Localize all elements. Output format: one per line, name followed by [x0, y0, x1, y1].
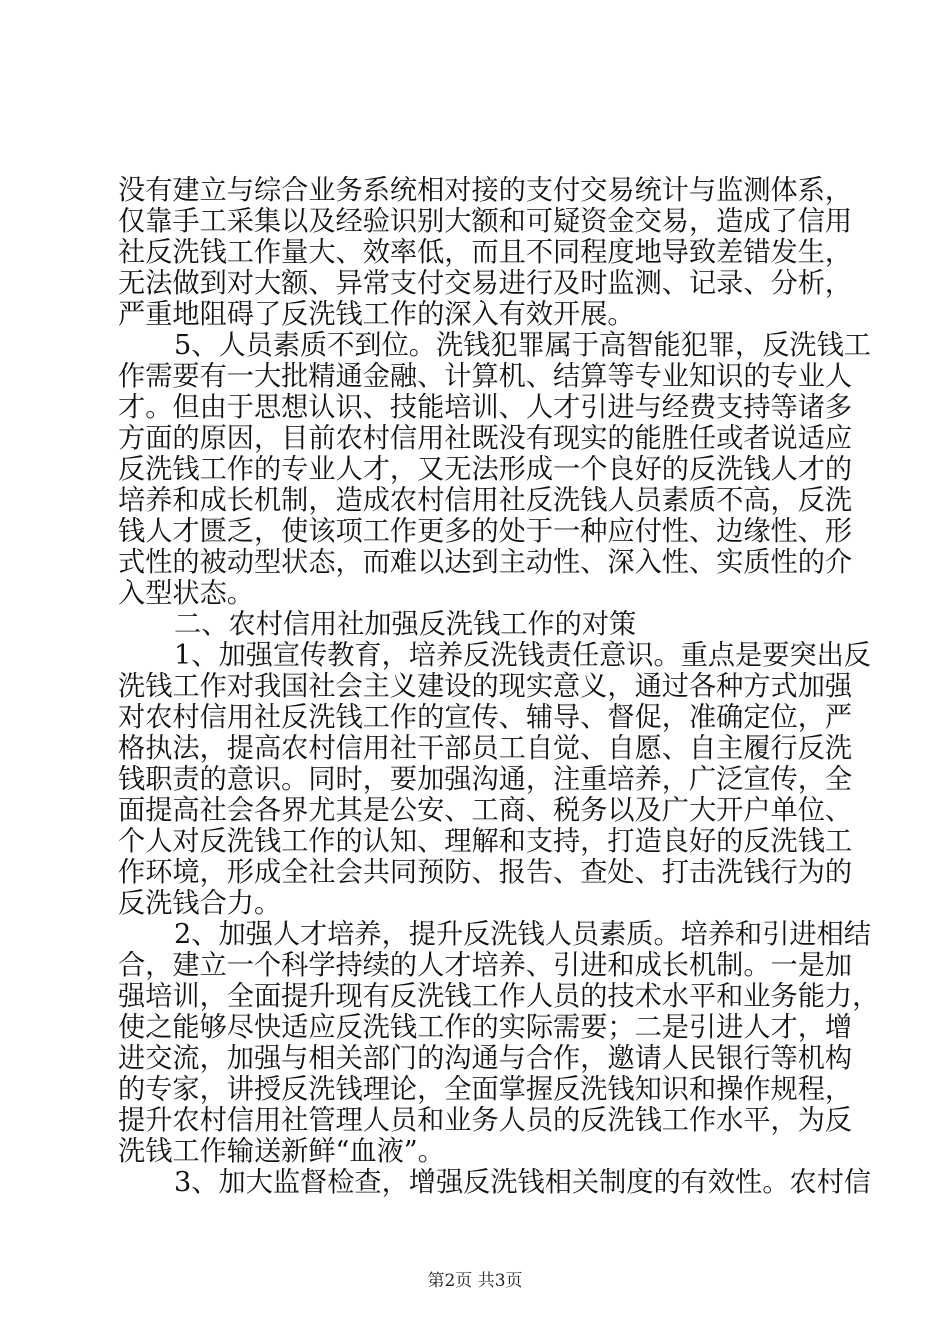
- text-line: 反洗钱合力。: [118, 888, 282, 919]
- text-line: 合，建立一个科学持续的人才培养、引进和成长机制。一是加: [118, 950, 853, 981]
- text-line: 1、加强宣传教育，培养反洗钱责任意识。重点是要突出反: [174, 640, 871, 671]
- text-line: 钱人才匮乏，使该项工作更多的处于一种应付性、边缘性、形: [118, 516, 853, 547]
- text-line: 的专家，讲授反洗钱理论，全面掌握反洗钱知识和操作规程，: [118, 1074, 853, 1105]
- text-line: 5、人员素质不到位。洗钱犯罪属于高智能犯罪，反洗钱工: [174, 330, 871, 361]
- text-line: 钱职责的意识。同时，要加强沟通，注重培养，广泛宣传，全: [118, 764, 853, 795]
- text-line: 二、农村信用社加强反洗钱工作的对策: [174, 609, 637, 640]
- text-line: 严重地阻碍了反洗钱工作的深入有效开展。: [118, 299, 635, 330]
- text-line: 反洗钱工作的专业人才，又无法形成一个良好的反洗钱人才的: [118, 454, 853, 485]
- text-line: 2、加强人才培养，提升反洗钱人员素质。培养和引进相结: [174, 919, 871, 950]
- text-line: 没有建立与综合业务系统相对接的支付交易统计与监测体系，: [118, 175, 853, 206]
- text-line: 洗钱工作对我国社会主义建设的现实意义，通过各种方式加强: [118, 671, 853, 702]
- page-footer: 第2页 共3页: [427, 1271, 523, 1291]
- text-line: 使之能够尽快适应反洗钱工作的实际需要；二是引进人才，增: [118, 1012, 853, 1043]
- text-line: 进交流，加强与相关部门的沟通与合作，邀请人民银行等机构: [118, 1043, 853, 1074]
- text-line: 面提高社会各界尤其是公安、工商、税务以及广大开户单位、: [118, 795, 853, 826]
- text-line: 方面的原因，目前农村信用社既没有现实的能胜任或者说适应: [118, 423, 853, 454]
- document-body: [118, 175, 880, 1198]
- text-line: 才。但由于思想认识、技能培训、人才引进与经费支持等诸多: [118, 392, 853, 423]
- text-line: 无法做到对大额、异常支付交易进行及时监测、记录、分析，: [118, 268, 853, 299]
- text-line: 社反洗钱工作量大、效率低，而且不同程度地导致差错发生，: [118, 237, 853, 268]
- text-line: 格执法，提高农村信用社干部员工自觉、自愿、自主履行反洗: [118, 733, 853, 764]
- text-line: 入型状态。: [118, 578, 254, 609]
- text-line: 作需要有一大批精通金融、计算机、结算等专业知识的专业人: [118, 361, 853, 392]
- text-line: 个人对反洗钱工作的认知、理解和支持，打造良好的反洗钱工: [118, 826, 853, 857]
- text-line: 强培训，全面提升现有反洗钱工作人员的技术水平和业务能力，: [118, 981, 880, 1012]
- text-line: 作环境，形成全社会共同预防、报告、查处、打击洗钱行为的: [118, 857, 853, 888]
- text-line: 仅靠手工采集以及经验识别大额和可疑资金交易，造成了信用: [118, 206, 853, 237]
- text-line: 培养和成长机制，造成农村信用社反洗钱人员素质不高，反洗: [118, 485, 853, 516]
- text-line: 式性的被动型状态，而难以达到主动性、深入性、实质性的介: [118, 547, 853, 578]
- text-line: 对农村信用社反洗钱工作的宣传、辅导、督促，准确定位，严: [118, 702, 853, 733]
- text-line: 3、加大监督检查，增强反洗钱相关制度的有效性。农村信: [174, 1167, 871, 1198]
- text-line: 提升农村信用社管理人员和业务人员的反洗钱工作水平，为反: [118, 1105, 853, 1136]
- text-line: 洗钱工作输送新鲜“血液”。: [118, 1136, 445, 1167]
